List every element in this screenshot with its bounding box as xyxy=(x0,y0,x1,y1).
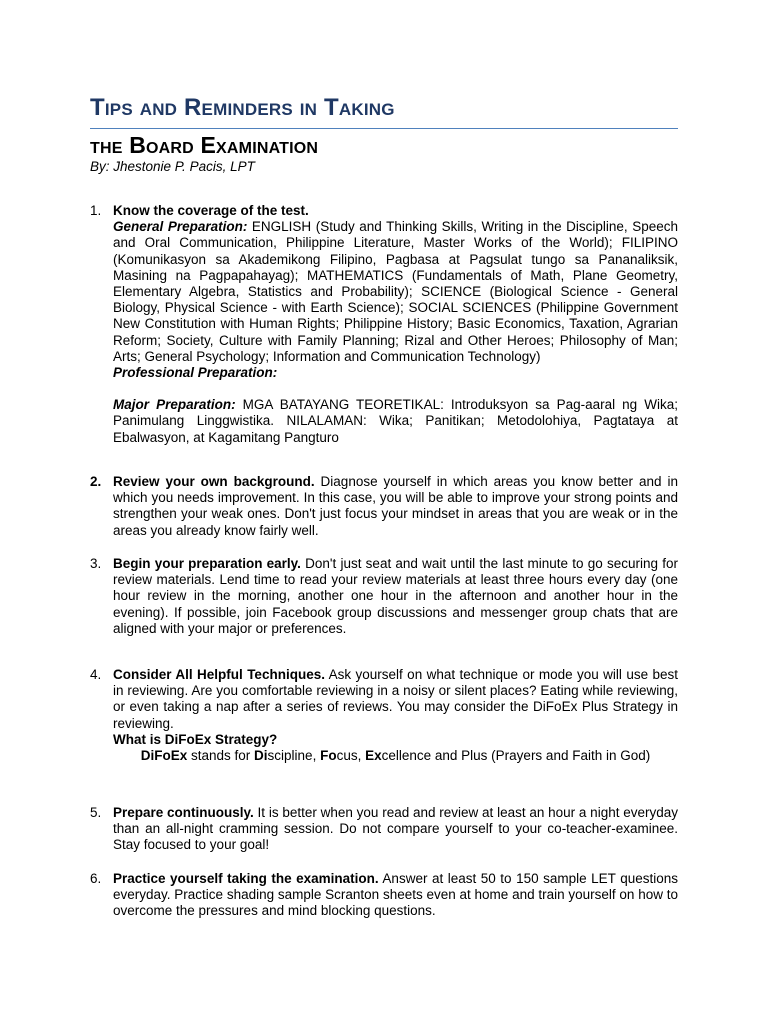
item-paragraph xyxy=(113,556,678,637)
item-text: Ask yourself on what technique or mode you will use best in reviewing. Are you comfortable reviewing in a noisy or silent places? Eating while reviewing, or even taking a nap after a series of reviews. You may consider the DiFoEx Plus Strategy in reviewing. xyxy=(113,667,679,731)
item-text: Diagnose yourself in which areas you know better and in which you needs improvement. In this case, you will be able to improve your strong points and strengthen your weak ones. Don't just focus your mindset in areas that you are weak or in the areas you already know fairly well. xyxy=(113,474,678,538)
general-preparation-paragraph xyxy=(113,219,678,365)
item-number: 5. xyxy=(90,805,102,820)
major-preparation-paragraph xyxy=(113,397,678,446)
item-text: Don't just seat and wait until the last minute to go securing for review materials. Lend time to read your review materials at least three hours every day (one hour review in the morning, another one hour in the afternoon and another hour in the evening). If possible, join Facebook group discussions and messenger group chats that are aligned with your major or preferences. xyxy=(113,556,678,636)
document-title-line1: Tips and Reminders in Taking xyxy=(90,94,395,121)
list-item-5 xyxy=(90,805,678,854)
item-heading: Review your own background. xyxy=(113,474,315,489)
item-heading: Prepare continuously. xyxy=(113,805,254,820)
item-paragraph xyxy=(113,805,678,854)
major-preparation-text: MGA BATAYANG TEORETIKAL: Introduksyon sa Pag-aaral ng Wika; Panimulang Linggwistika. NILALAMAN: Wika; Panitikan; Metodolohiya, Pagtataya at Ebalwasyon, at Kagamitang Pangturo xyxy=(113,397,678,445)
item-paragraph xyxy=(113,474,678,539)
item-paragraph xyxy=(113,667,678,732)
list-item-1 xyxy=(90,203,678,446)
list-item-6 xyxy=(90,871,678,920)
list-item-3 xyxy=(90,556,678,637)
difoex-question: What is DiFoEx Strategy? xyxy=(113,731,278,747)
item-paragraph xyxy=(113,871,678,920)
professional-preparation-label: Professional Preparation: xyxy=(113,365,278,381)
author-byline: By: Jhestonie P. Pacis, LPT xyxy=(90,159,255,174)
item-heading: Know the coverage of the test. xyxy=(113,203,309,218)
title-divider xyxy=(90,128,678,129)
item-text: Answer at least 50 to 150 sample LET questions everyday. Practice shading sample Scranton sheets even at home and train yourself on how to overcome the pressures and mind blocking questions. xyxy=(113,871,678,919)
major-preparation-label: Major Preparation: xyxy=(113,397,236,413)
item-number: 2. xyxy=(90,474,102,489)
general-preparation-text: ENGLISH (Study and Thinking Skills, Writing in the Discipline, Speech and Oral Communication, Philippine Literature, Master Works of the World); FILIPINO (Komunikasyon sa Akademikong Filipino, Pagbasa at Pagsulat tungo sa Pananaliksik, Masining na Pagpapahayag); MATHEMATICS (Fundamentals of Math, Plane Geometry, Elementary Algebra, Statistics and Probability); SCIENCE (Biological Science - General Biology, Physical Science - with Earth Science); SOCIAL SCIENCES (Philippine Government New Constitution with Human Rights; Philippine History; Basic Economics, Taxation, Agrarian Reform; Society, Culture with Family Planning; Rizal and Other Heroes; Philosophy of Man; Arts; General Psychology; Information and Communication Technology) xyxy=(113,219,678,364)
item-heading: Consider All Helpful Techniques. xyxy=(113,667,325,682)
item-heading: Begin your preparation early. xyxy=(113,556,301,571)
item-number: 3. xyxy=(90,556,102,571)
item-text: It is better when you read and review at least an hour a night everyday than an all-night cramming session. Do not compare yourself to your co-teacher-examinee. Stay focused to your goal! xyxy=(113,805,678,853)
difoex-definition: DiFoEx stands for Discipline, Focus, Excellence and Plus (Prayers and Faith in God) xyxy=(140,748,651,764)
general-preparation-label: General Preparation: xyxy=(113,219,248,235)
list-item-2 xyxy=(90,474,678,539)
item-number: 6. xyxy=(90,871,102,886)
item-number: 4. xyxy=(90,667,102,682)
item-number: 1. xyxy=(90,203,102,218)
list-item-4 xyxy=(90,667,678,764)
item-heading: Practice yourself taking the examination. xyxy=(113,871,379,886)
document-title-line2: the Board Examination xyxy=(90,132,319,158)
